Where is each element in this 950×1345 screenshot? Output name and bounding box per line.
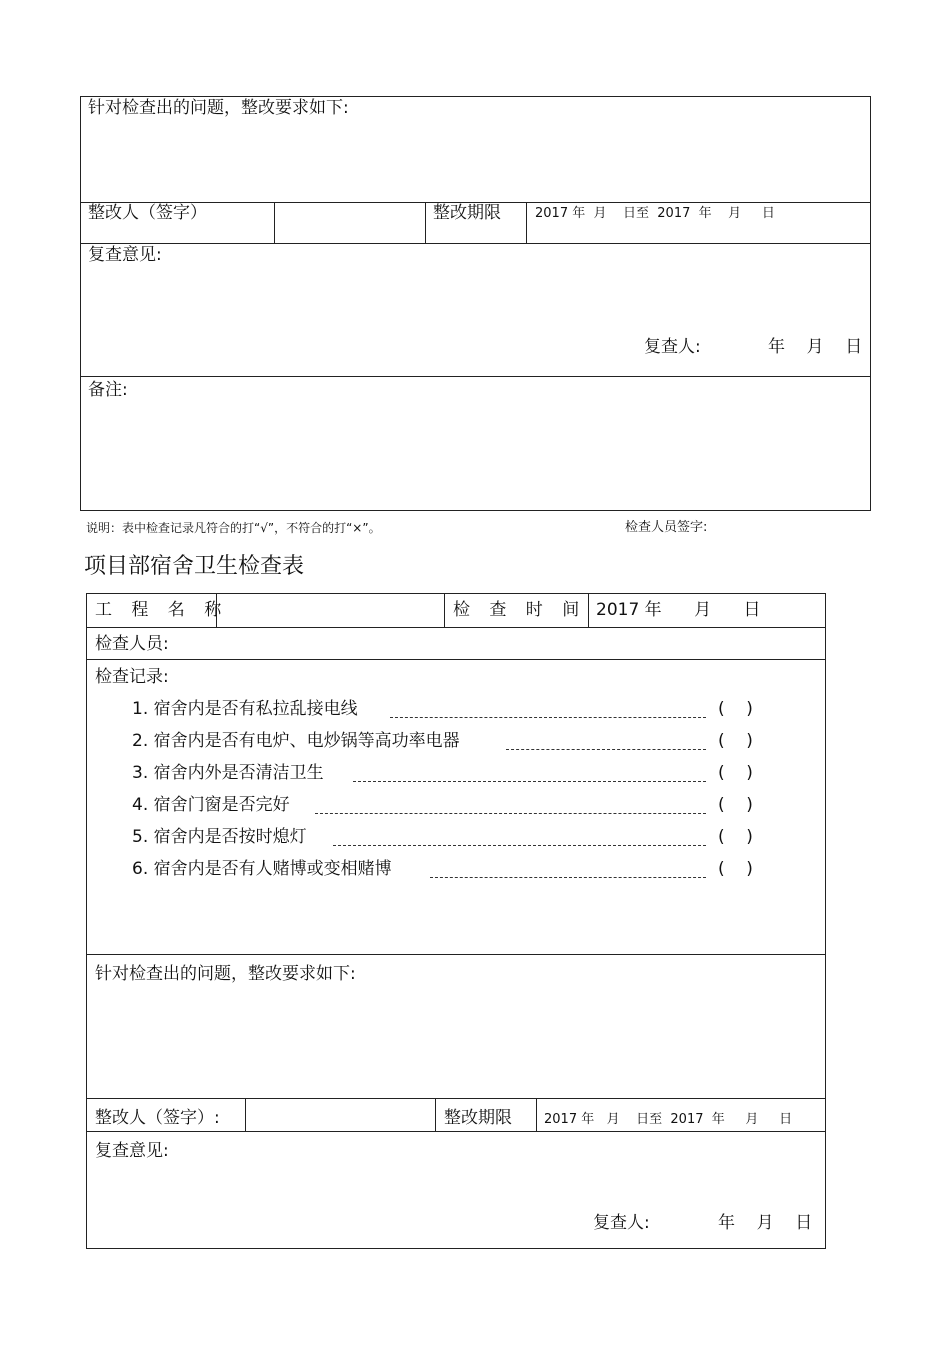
table-col-divider: [588, 593, 589, 627]
top-rectification-requirement-label: 针对检查出的问题，整改要求如下:: [88, 98, 349, 118]
table-divider: [86, 954, 826, 955]
checklist-leader-line: [333, 845, 706, 846]
table-divider: [86, 1131, 826, 1132]
rectifier-signature-field[interactable]: [247, 1100, 433, 1129]
inspection-time-value[interactable]: 2017 年 月 日: [596, 600, 761, 620]
table-col-divider: [444, 593, 445, 627]
project-name-label: 工 程 名 称: [95, 600, 229, 620]
top-deadline-value[interactable]: 2017 年 月 日至 2017 年 月 日: [535, 206, 775, 221]
top-form-divider: [80, 376, 871, 377]
checklist-item-text: 5. 宿舍内是否按时熄灯: [132, 827, 307, 847]
checklist-item-text: 2. 宿舍内是否有电炉、电炒锅等高功率电器: [132, 731, 460, 751]
rectification-requirement-label: 针对检查出的问题，整改要求如下:: [95, 964, 356, 984]
top-deadline-label: 整改期限: [433, 203, 501, 223]
table-divider: [86, 1098, 826, 1099]
checklist-leader-line: [315, 813, 706, 814]
table-col-divider: [245, 1098, 246, 1131]
top-rectifier-signature-field[interactable]: [276, 204, 423, 241]
rectifier-label: 整改人（签字）:: [95, 1108, 220, 1128]
checklist-leader-line: [506, 749, 706, 750]
top-form-col-divider: [526, 202, 527, 243]
table-divider: [86, 659, 826, 660]
checklist-item-text: 3. 宿舍内外是否清洁卫生: [132, 763, 324, 783]
checklist-item-mark[interactable]: ( ): [718, 795, 753, 815]
dorm-hygiene-table: [86, 593, 826, 1249]
checklist-item-mark[interactable]: ( ): [718, 859, 753, 879]
table-col-divider: [435, 1098, 436, 1131]
checklist-leader-line: [390, 717, 706, 718]
top-review-opinion-label: 复查意见:: [88, 245, 162, 265]
top-rectifier-label: 整改人（签字）: [88, 203, 207, 223]
review-opinion-label: 复查意见:: [95, 1141, 169, 1161]
checklist-item-mark[interactable]: ( ): [718, 827, 753, 847]
top-form-col-divider: [274, 202, 275, 243]
top-reviewer-label: 复查人:: [644, 337, 701, 357]
table-divider: [86, 627, 826, 628]
table-col-divider: [536, 1098, 537, 1131]
project-name-field[interactable]: [218, 595, 442, 625]
deadline-value[interactable]: 2017 年 月 日至 2017 年 月 日: [544, 1112, 793, 1127]
checklist-item-mark[interactable]: ( ): [718, 699, 753, 719]
top-form-col-divider: [425, 202, 426, 243]
inspection-time-label: 检 查 时 间: [453, 600, 587, 620]
inspection-records-label: 检查记录:: [95, 667, 169, 687]
checklist-item-text: 4. 宿舍门窗是否完好: [132, 795, 290, 815]
checklist-leader-line: [353, 781, 706, 782]
checklist-item-text: 1. 宿舍内是否有私拉乱接电线: [132, 699, 358, 719]
top-form-divider: [80, 243, 871, 244]
inspector-signature-label[interactable]: 检查人员签字:: [625, 520, 708, 535]
checklist-leader-line: [430, 877, 706, 878]
checklist-item-mark[interactable]: ( ): [718, 731, 753, 751]
explanation-note: 说明：表中检查记录凡符合的打“√”，不符合的打“×”。: [86, 521, 381, 535]
deadline-label: 整改期限: [444, 1108, 512, 1128]
reviewer-date[interactable]: 年 月 日: [718, 1213, 813, 1233]
checklist-item-mark[interactable]: ( ): [718, 763, 753, 783]
reviewer-label: 复查人:: [593, 1213, 650, 1233]
top-form-table: [80, 96, 871, 511]
top-remarks-label: 备注:: [88, 380, 128, 400]
form-title: 项目部宿舍卫生检查表: [84, 554, 305, 579]
checklist-item-text: 6. 宿舍内是否有人赌博或变相赌博: [132, 859, 392, 879]
inspector-label: 检查人员:: [95, 634, 169, 654]
top-reviewer-date[interactable]: 年 月 日: [768, 337, 863, 357]
